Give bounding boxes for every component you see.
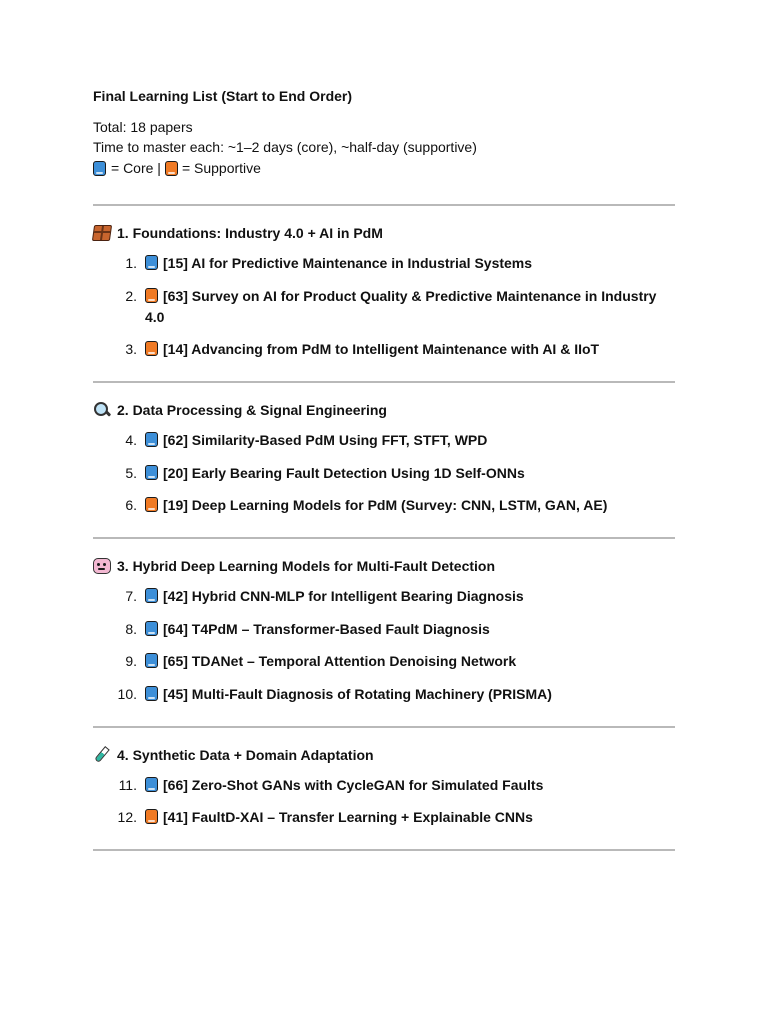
list-item — [93, 286, 675, 328]
list-item — [93, 684, 675, 705]
time-estimate: Time to master each: ~1–2 days (core), ~half-day (supportive) — [93, 139, 477, 155]
item-body — [138, 619, 675, 640]
blue-book-icon — [145, 686, 158, 701]
orange-book-icon — [145, 809, 158, 824]
item-number: 11. — [118, 776, 137, 793]
list-item — [93, 775, 675, 796]
paper-title: [63] Survey on AI for Product Quality & Predictive Maintenance in Industry 4.0 — [145, 287, 657, 325]
blue-book-icon — [145, 588, 158, 603]
list-item — [93, 253, 675, 274]
list-item — [93, 430, 675, 451]
item-body — [138, 495, 675, 516]
paper-list — [93, 430, 675, 516]
item-body — [138, 286, 675, 328]
blue-book-icon — [145, 777, 158, 792]
item-number: 8. — [125, 620, 137, 637]
section-heading — [93, 223, 675, 243]
legend — [93, 157, 675, 179]
section-heading — [93, 400, 675, 420]
blue-book-icon — [93, 161, 106, 176]
section-heading — [93, 745, 675, 765]
item-body — [138, 463, 675, 484]
blue-book-icon — [145, 465, 158, 480]
item-number: 5. — [125, 464, 137, 481]
section-heading — [93, 556, 675, 576]
item-number: 6. — [125, 497, 137, 513]
list-item — [93, 651, 675, 672]
paper-title: [42] Hybrid CNN-MLP for Intelligent Bearing Diagnosis — [163, 588, 524, 604]
section-divider — [93, 849, 675, 851]
test-tube-icon — [93, 746, 111, 764]
orange-book-icon — [165, 161, 178, 176]
item-body — [138, 430, 675, 451]
section — [93, 728, 675, 850]
list-item — [93, 339, 675, 360]
item-number: 7. — [125, 588, 137, 604]
section-title: 1. Foundations: Industry 4.0 + AI in PdM — [117, 225, 383, 241]
paper-title: [41] FaultD-XAI – Transfer Learning + Explainable CNNs — [163, 809, 533, 825]
paper-list — [93, 775, 675, 829]
list-item — [93, 495, 675, 516]
item-number: 10. — [117, 685, 137, 702]
paper-title: [66] Zero-Shot GANs with CycleGAN for Simulated Faults — [163, 776, 544, 793]
paper-list — [93, 586, 675, 705]
total-count: Total: 18 papers — [93, 119, 193, 135]
section — [93, 539, 675, 726]
bricks-icon — [92, 225, 112, 241]
item-body — [138, 253, 675, 274]
paper-title: [19] Deep Learning Models for PdM (Survey: CNN, LSTM, GAN, AE) — [163, 497, 608, 513]
paper-title: [20] Early Bearing Fault Detection Using 1D Self-ONNs — [163, 464, 525, 481]
sections-container — [93, 206, 675, 851]
orange-book-icon — [145, 497, 158, 512]
blue-book-icon — [145, 653, 158, 668]
item-number: 1. — [125, 255, 137, 271]
paper-title: [65] TDANet – Temporal Attention Denoising Network — [163, 653, 517, 669]
item-body — [138, 775, 675, 796]
section-title: 2. Data Processing & Signal Engineering — [117, 402, 387, 418]
paper-title: [64] T4PdM – Transformer-Based Fault Diagnosis — [163, 620, 490, 637]
list-item — [93, 619, 675, 640]
blue-book-icon — [145, 621, 158, 636]
item-number: 4. — [125, 432, 137, 448]
legend-core-label: = Core | — [111, 160, 161, 176]
paper-list — [93, 253, 675, 360]
item-number: 2. — [125, 287, 137, 304]
page-title: Final Learning List (Start to End Order) — [93, 88, 353, 104]
item-number: 9. — [125, 653, 137, 669]
item-number: 3. — [125, 341, 137, 357]
orange-book-icon — [145, 288, 158, 303]
item-body — [138, 586, 675, 607]
section-title: 4. Synthetic Data + Domain Adaptation — [117, 746, 374, 763]
blue-book-icon — [145, 432, 158, 447]
list-item — [93, 463, 675, 484]
paper-title: [14] Advancing from PdM to Intelligent Maintenance with AI & IIoT — [163, 341, 600, 357]
section-title: 3. Hybrid Deep Learning Models for Multi-Fault Detection — [117, 558, 496, 574]
paper-title: [15] AI for Predictive Maintenance in Industrial Systems — [163, 255, 533, 271]
list-item — [93, 807, 675, 828]
item-body — [138, 651, 675, 672]
robot-icon — [93, 558, 111, 574]
section — [93, 383, 675, 537]
item-number: 12. — [117, 809, 137, 825]
blue-book-icon — [145, 255, 158, 270]
legend-supportive-label: = Supportive — [181, 160, 261, 176]
section — [93, 206, 675, 381]
item-body — [138, 807, 675, 828]
paper-title: [62] Similarity-Based PdM Using FFT, STFT, WPD — [163, 432, 488, 448]
list-item — [93, 586, 675, 607]
document-page — [93, 86, 675, 851]
orange-book-icon — [145, 341, 158, 356]
magnifier-icon — [93, 401, 111, 419]
item-body — [138, 339, 675, 360]
paper-title: [45] Multi-Fault Diagnosis of Rotating Machinery (PRISMA) — [163, 685, 552, 702]
item-body — [138, 684, 675, 705]
